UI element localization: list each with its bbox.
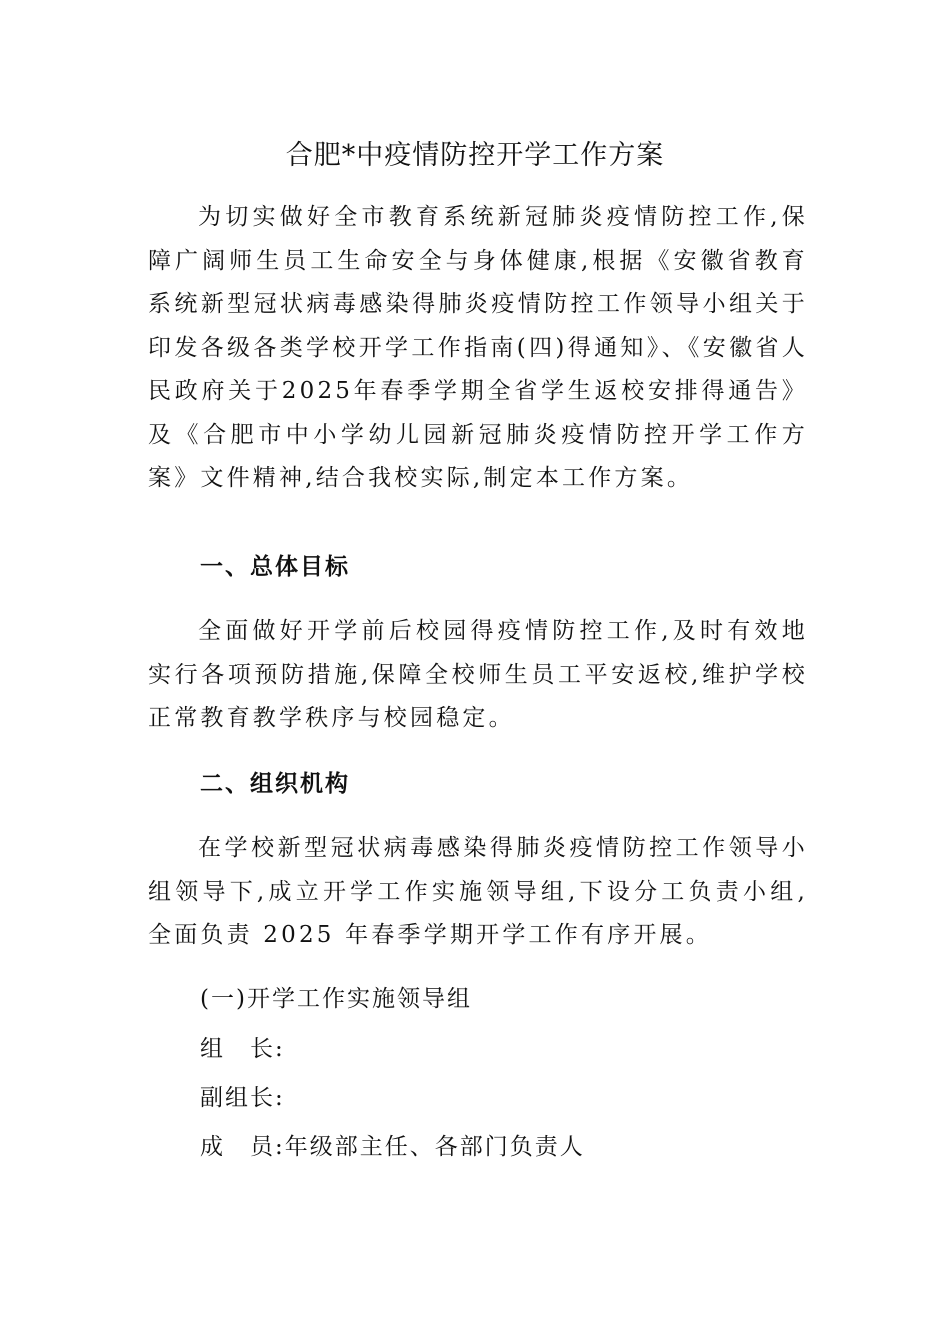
deputy-leader-line: 副组长:: [200, 1085, 285, 1111]
subheading-leadership-group: (一)开学工作实施领导组: [200, 986, 472, 1012]
document-title: 合肥*中疫情防控开学工作方案: [285, 140, 665, 171]
organization-paragraph: 在学校新型冠状病毒感染得肺炎疫情防控工作领导小组领导下,成立开学工作实施领导组,下设分工负责小组,全面负责 2025 年春季学期开学工作有序开展。: [148, 835, 808, 948]
overall-goal-paragraph: 全面做好开学前后校园得疫情防控工作,及时有效地实行各项预防措施,保障全校师生员工平安返校,维护学校正常教育教学秩序与校园稳定。: [148, 618, 808, 731]
intro-paragraph: 为切实做好全市教育系统新冠肺炎疫情防控工作,保障广阔师生员工生命安全与身体健康,根据《安徽省教育系统新型冠状病毒感染得肺炎疫情防控工作领导小组关于印发各级各类学校开学工作指南(四)得通知》、《安徽省人民政府关于2025年春季学期全省学生返校安排得通告》及《合肥市中小学幼儿园新冠肺炎疫情防控开学工作方案》文件精神,结合我校实际,制定本工作方案。: [148, 204, 808, 491]
section-heading-organization: 二、组织机构: [200, 771, 350, 797]
section-heading-overall-goal: 一、总体目标: [200, 554, 350, 580]
members-line: 成 员:年级部主任、各部门负责人: [200, 1134, 585, 1160]
leader-line: 组 长:: [200, 1036, 285, 1062]
